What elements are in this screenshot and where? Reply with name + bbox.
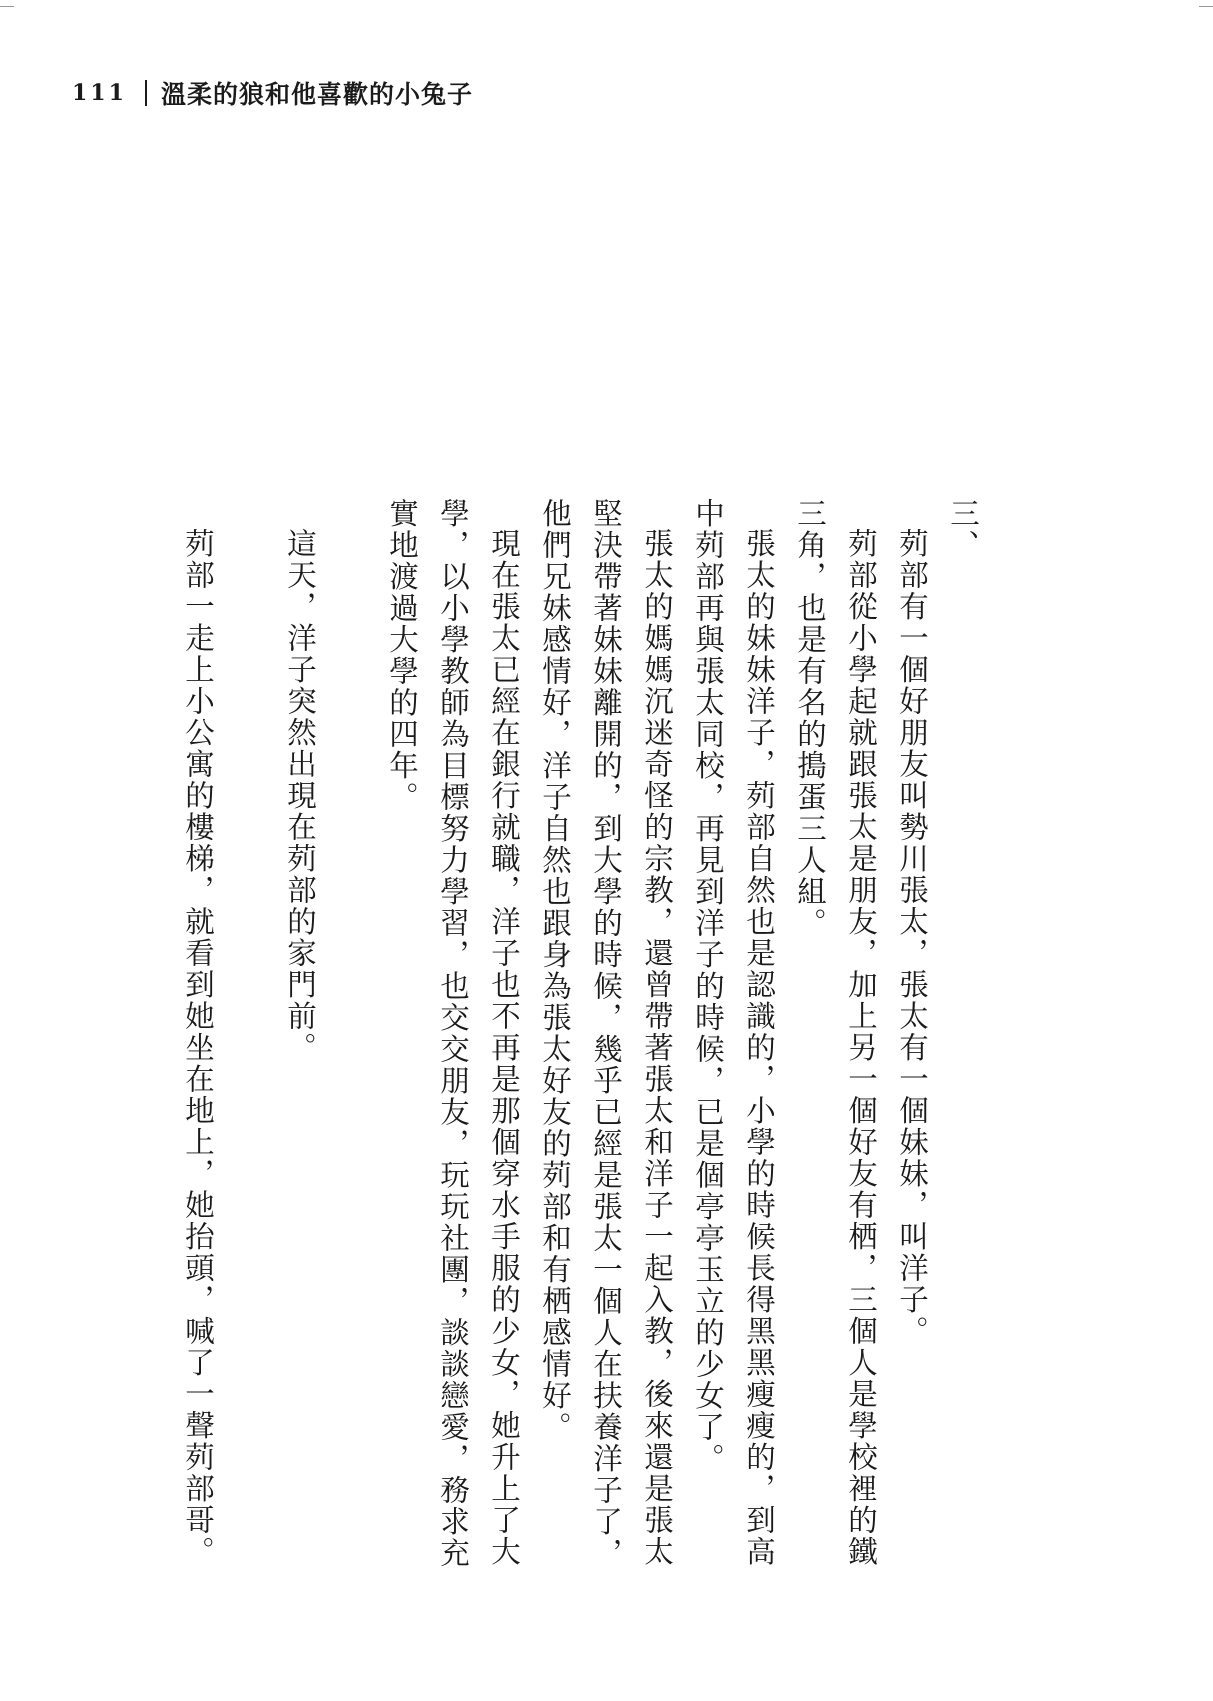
section-heading: 三、 (946, 498, 980, 561)
crop-mark-right (1199, 0, 1213, 7)
blank-line (325, 498, 376, 1588)
blank-line (223, 498, 274, 1588)
page-number: 111 (72, 80, 127, 106)
paragraph-4: 張太的媽媽沉迷奇怪的宗教，還曾帶著張太和洋子一起入教，後來還是張太堅決帶著妹妹離開的，到大學的時候，幾乎已經是張太一個人在扶養洋子了，他們兄妹感情好，洋子自然也跟身為張太好友的茢部和有栖感情好。 (538, 498, 674, 1569)
paragraph-6: 這天，洋子突然出現在茢部的家門前。 (283, 527, 317, 1063)
paragraph-7: 茢部一走上小公寓的樓梯，就看到她坐在地上，她抬頭，喊了一聲茢部哥。 (181, 527, 215, 1567)
paragraph-2: 茢部從小學起就跟張太是朋友，加上另一個好友有栖，三個人是學校裡的鐵三角，也是有名的搗蛋三人組。 (793, 498, 878, 1567)
chapter-body (118, 498, 988, 1588)
running-head (72, 76, 473, 110)
crop-mark-left (0, 0, 14, 7)
book-title: 溫柔的狼和他喜歡的小兔子 (160, 80, 473, 109)
paragraph-1: 茢部有一個好朋友叫勢川張太，張太有一個妹妹，叫洋子。 (895, 527, 929, 1347)
header-divider (145, 80, 147, 106)
paragraph-5: 現在張太已經在銀行就職，洋子也不再是那個穿水手服的少女，她升上了大學，以小學教師為目標努力學習，也交交朋友，玩玩社團，談談戀愛，務求充實地渡過大學的四年。 (385, 498, 521, 1569)
paragraph-3: 張太的妹妹洋子，茢部自然也是認識的，小學的時候長得黑黑瘦瘦的，到高中茢部再與張太同校，再見到洋子的時候，已是個亭亭玉立的少女了。 (691, 498, 776, 1567)
